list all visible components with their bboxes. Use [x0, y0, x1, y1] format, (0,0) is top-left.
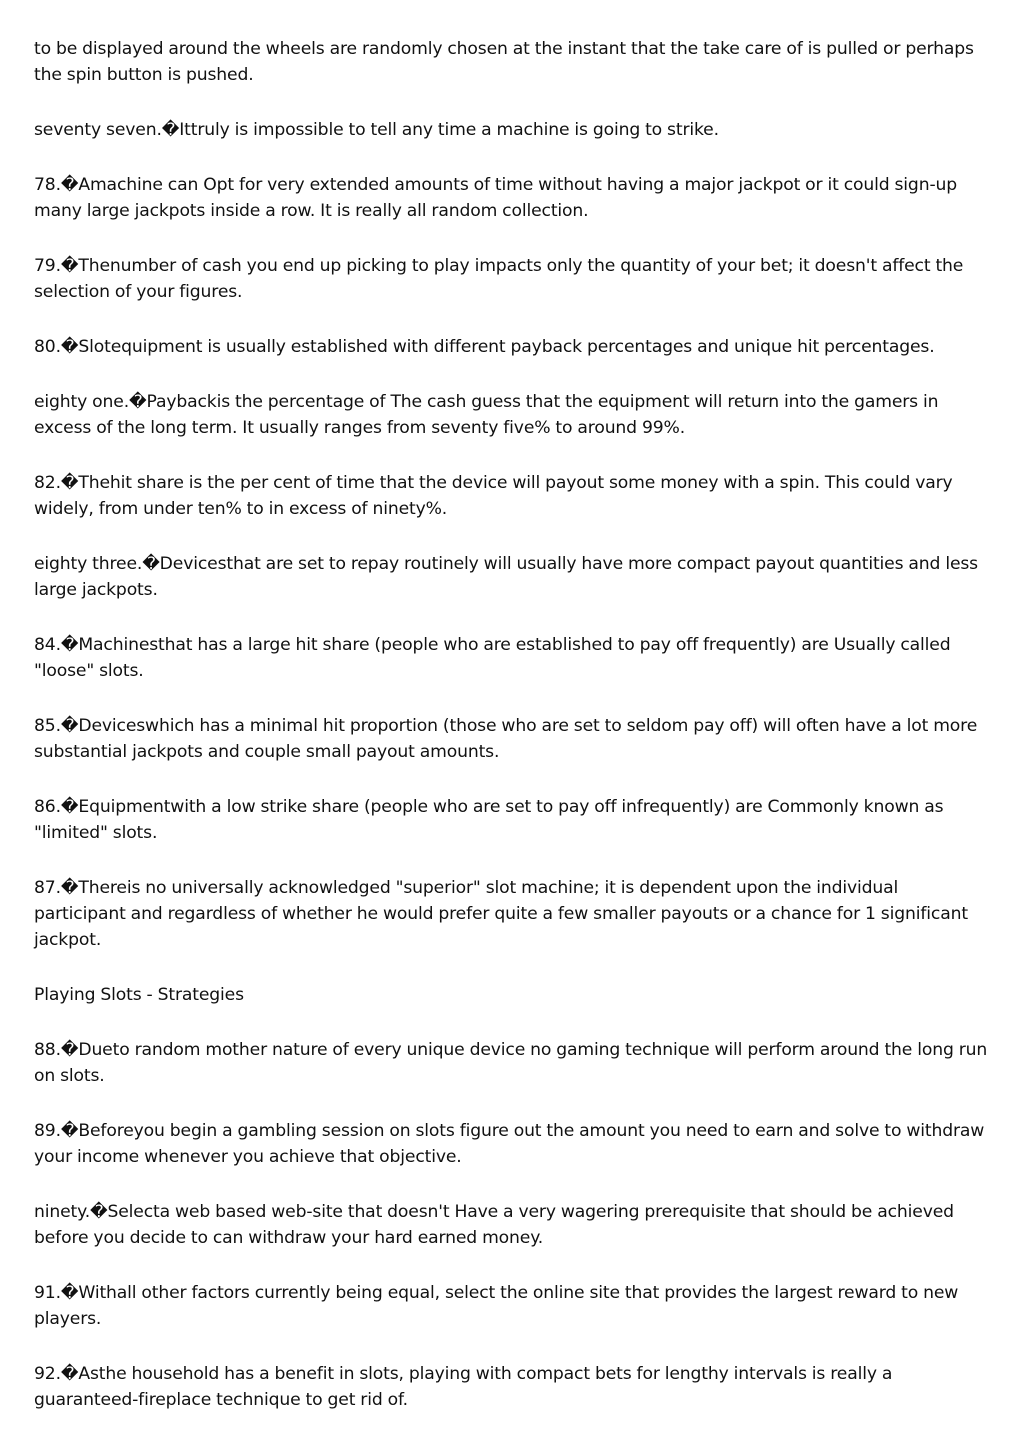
section-heading-strategies: Playing Slots - Strategies	[34, 985, 244, 1005]
paragraph-80: 80.�Slotequipment is usually established with different payback percentages and unique hit percentages.	[34, 337, 935, 357]
paragraph-86: 86.�Equipmentwith a low strike share (people who are set to pay off infrequently) are Commonly known as "limited" slots.	[34, 797, 944, 843]
paragraph-92: 92.�Asthe household has a benefit in slots, playing with compact bets for lengthy intervals is really a guaranteed-fireplace technique to get rid of.	[34, 1364, 893, 1410]
paragraph-88: 88.�Dueto random mother nature of every unique device no gaming technique will perform around the long run on slots.	[34, 1040, 988, 1086]
paragraph-87: 87.�Thereis no universally acknowledged "superior" slot machine; it is dependent upon the individual participant and regardless of whether he would prefer quite a few smaller payouts or a chance for 1 significant jackpot.	[34, 878, 968, 950]
paragraph-90: ninety.�Selecta web based web-site that doesn't Have a very wagering prerequisite that should be achieved before you decide to can withdraw your hard earned money.	[34, 1202, 954, 1248]
paragraph-79: 79.�Thenumber of cash you end up picking to play impacts only the quantity of your bet; it doesn't affect the selection of your figures.	[34, 256, 964, 302]
paragraph-spin-selection: to be displayed around the wheels are randomly chosen at the instant that the take care of is pulled or perhaps the spin button is pushed.	[34, 39, 974, 85]
paragraph-89: 89.�Beforeyou begin a gambling session on slots figure out the amount you need to earn and solve to withdraw your income whenever you achieve that objective.	[34, 1121, 985, 1167]
paragraph-81: eighty one.�Paybackis the percentage of The cash guess that the equipment will return into the gamers in excess of the long term. It usually ranges from seventy five% to around 99%.	[34, 392, 939, 438]
paragraph-77: seventy seven.�Ittruly is impossible to tell any time a machine is going to strike.	[34, 120, 719, 140]
paragraph-82: 82.�Thehit share is the per cent of time that the device will payout some money with a spin. This could vary widely, from under ten% to in excess of ninety%.	[34, 473, 953, 519]
paragraph-84: 84.�Machinesthat has a large hit share (people who are established to pay off frequently) are Usually called "loose" slots.	[34, 635, 951, 681]
paragraph-83: eighty three.�Devicesthat are set to repay routinely will usually have more compact payout quantities and less large jackpots.	[34, 554, 978, 600]
paragraph-85: 85.�Deviceswhich has a minimal hit proportion (those who are set to seldom pay off) will often have a lot more substantial jackpots and couple small payout amounts.	[34, 716, 978, 762]
paragraph-78: 78.�Amachine can Opt for very extended amounts of time without having a major jackpot or it could sign-up many large jackpots inside a row. It is really all random collection.	[34, 175, 957, 221]
document-body	[34, 36, 992, 1442]
paragraph-91: 91.�Withall other factors currently being equal, select the online site that provides the largest reward to new players.	[34, 1283, 959, 1329]
